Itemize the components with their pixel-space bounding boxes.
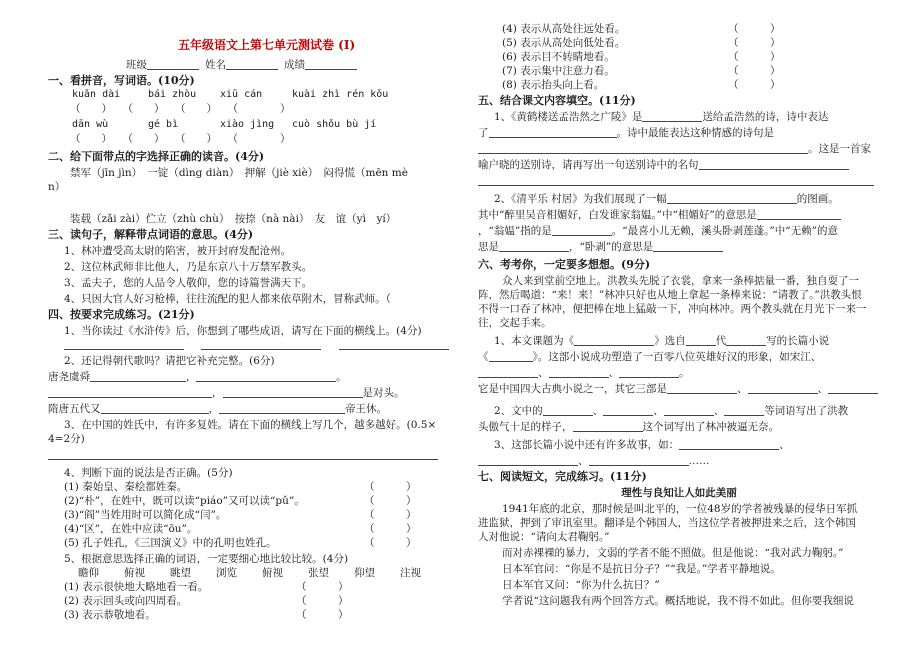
dynasty-line-3: 隋唐五代又 ， 帝王休。	[48, 403, 387, 415]
blank[interactable]	[642, 110, 702, 122]
passage-line: 阵，然后喝道：“来！来！”林冲只好也从地上拿起一条棒来说：“请教了。”洪教头恨	[478, 289, 862, 301]
passage-line: 进监狱，押到了审讯室里。翻译是个韩国人，当这位学者被押进来之后，这个韩国	[478, 517, 856, 529]
blank[interactable]	[574, 334, 654, 346]
meaning-item: (5) 表示从高处向低处看。 （ ）	[502, 37, 781, 49]
answer-paren[interactable]: （ ）	[728, 23, 781, 35]
passage-line: 日本军官又问：“你为什么抗日？”	[502, 579, 660, 591]
judge-paren[interactable]: （ ）	[364, 523, 417, 535]
fill-line: 3、这部长篇小说中还有许多故事，如： 、	[494, 439, 790, 451]
word: 张望	[308, 567, 329, 579]
question-3-cont: 4=2分)	[48, 433, 85, 445]
blank[interactable]	[828, 382, 878, 394]
blank[interactable]	[724, 404, 764, 416]
reading-line-3: 装载（zǎi zài）伫立（zhù chù） 按捺（nà nài） 友 谊（yì yí）	[70, 213, 397, 225]
word: 俯视	[262, 567, 283, 579]
word: 注视	[400, 567, 421, 579]
fill-line: 、 、 。	[478, 366, 690, 380]
blank[interactable]	[223, 386, 363, 398]
meaning-item: (8) 表示抬头向上看。 （ ）	[502, 79, 781, 91]
answer-paren[interactable]: （ ）	[728, 51, 781, 63]
sentence-item: 1、林冲遭受高太尉的陷害，被开封府发配沧州。	[64, 245, 292, 257]
judge-item: (5) 孔子姓孔，《三国演义》中的孔明也姓孔。 （ ）	[64, 537, 417, 549]
passage-line: 1941年底的北京，那时候是叫北平的，一位48岁的学者被残暴的侵华日军抓	[502, 503, 858, 515]
fill-line: 它是中国四大古典小说之一，其它三部是 、 、	[478, 382, 878, 396]
fill-line: 。这是一首家	[478, 142, 871, 156]
meaning-item: (1) 表示很快地大略地看一看。 （ ）	[64, 581, 349, 593]
class-field[interactable]	[147, 58, 199, 70]
judge-item: (4)“区”，在姓中应读“ōu”。 （ ）	[64, 523, 417, 535]
pinyin: xiào jìng	[220, 119, 275, 130]
answer-line[interactable]	[48, 446, 438, 460]
blank[interactable]	[667, 192, 797, 204]
fill-line: 思是 ，“卧剥”的意思是	[478, 240, 723, 254]
name-field[interactable]	[226, 58, 278, 70]
judge-item: (3)“阎”当姓用时可以简化成“闫”。 （ ）	[64, 509, 417, 521]
pinyin: cuò shǒu bù jí	[292, 119, 377, 130]
blank[interactable]	[686, 334, 716, 346]
reading-line-2: n）	[48, 181, 66, 193]
answer-blanks-1[interactable]: （ ） （ ） （ ） （ ）	[70, 103, 291, 115]
word: 仰望	[354, 567, 375, 579]
pinyin: xiū cán	[220, 89, 263, 100]
pinyin: gé bì	[148, 119, 179, 130]
dynasty-line-1: 唐尧虞舜 ， 。	[48, 371, 347, 383]
sentence-item: 3、孟夫子，您的人品令人敬仰，您的诗篇誉满天下。	[64, 277, 313, 289]
class-label: 班级	[126, 59, 147, 71]
pinyin: kuài zhì rén kǒu	[292, 89, 389, 100]
blank[interactable]	[589, 454, 689, 466]
fill-line: ，“翁媪”指的是 。“最喜小儿无赖，溪头卧剥莲蓬。”中“无赖”的意	[478, 225, 838, 237]
dynasty-line-2: ， 是对头。	[48, 386, 405, 400]
word: 瞻仰	[78, 567, 99, 579]
pinyin-row-2	[72, 118, 376, 132]
answer-lines[interactable]	[64, 336, 449, 350]
blank[interactable]	[748, 382, 818, 394]
meaning-item: (6) 表示目不转睛地看。 （ ）	[502, 51, 781, 63]
blank[interactable]	[699, 158, 849, 170]
judge-paren[interactable]: （ ）	[364, 495, 417, 507]
fill-line	[478, 174, 874, 186]
blank[interactable]	[219, 402, 345, 414]
reading-line-1: 禁军（jīn jìn） 一锭（dìng diàn） 押解（jiè xiè） 闷得慌（mēn mè	[70, 167, 408, 179]
passage-line: 人对他说：“请向太君鞠躬。”	[478, 531, 610, 543]
blank[interactable]	[549, 366, 609, 378]
section-1-heading: 一、看拼音，写词语。(10分)	[48, 74, 195, 87]
ellipsis: ……	[688, 455, 710, 467]
left-column	[48, 0, 446, 650]
blank[interactable]	[667, 382, 737, 394]
pinyin: dān wù	[72, 119, 109, 130]
answer-paren[interactable]: （ ）	[296, 581, 349, 593]
judge-paren[interactable]: （ ）	[364, 509, 417, 521]
blank[interactable]	[196, 370, 336, 382]
blank[interactable]	[48, 386, 212, 398]
question-3: 3、在中国的姓氏中，有许多复姓。请在下面的横线上写几个，越多越好。(0.5×	[64, 419, 437, 431]
passage-line: 往，交起手来。	[478, 317, 552, 329]
meaning-item: (2) 表示回头或向四周看。 （ ）	[64, 595, 349, 607]
sentence-item: 2、这位林武师非比他人，乃是东京八十万禁军教头。	[64, 261, 313, 273]
pinyin: kuǎn dài	[72, 89, 121, 100]
question-4: 4、判断下面的说法是否正确。(5分)	[64, 467, 233, 479]
pinyin-row-1	[72, 88, 388, 102]
fill-line: 2、文中的 、 、 、 等词语写出了洪教	[494, 405, 849, 417]
fill-line: 《 》。这部小说成功塑造了一百零八位英雄好汉的形象，如宋江、	[478, 351, 822, 363]
blank[interactable]	[101, 402, 209, 414]
score-field[interactable]	[305, 58, 357, 70]
question-2: 2、还记得朝代歌吗？请把它补充完整。(6分)	[64, 355, 275, 367]
blank[interactable]	[489, 350, 533, 362]
pinyin: bái zhòu	[148, 89, 197, 100]
fill-line: 2、《清平乐 村居》为我们展现了一幅 的图画。	[494, 193, 839, 205]
blank[interactable]	[619, 366, 679, 378]
blank[interactable]	[478, 454, 578, 466]
blank[interactable]	[499, 240, 569, 252]
blank[interactable]	[478, 366, 538, 378]
fill-line: 、 ……	[478, 454, 710, 468]
blank[interactable]	[664, 404, 714, 416]
answer-paren[interactable]: （ ）	[728, 37, 781, 49]
answer-paren[interactable]: （ ）	[296, 595, 349, 607]
blank[interactable]	[543, 404, 593, 416]
section-5-heading: 五、结合课文内容填空。(11分)	[478, 94, 636, 107]
blank[interactable]	[757, 208, 841, 220]
blank[interactable]	[726, 334, 766, 346]
meaning-item: (3) 表示恭敬地看。 （ ）	[64, 609, 349, 621]
meaning-item: (7) 表示集中注意力看。 （ ）	[502, 65, 781, 77]
blank[interactable]	[653, 240, 723, 252]
section-7-heading: 七、阅读短文，完成练习。(11分)	[478, 470, 647, 483]
word-choices	[78, 566, 421, 580]
word: 浏览	[216, 567, 237, 579]
blank[interactable]	[552, 224, 612, 236]
word: 俯视	[124, 567, 145, 579]
right-column	[478, 0, 880, 650]
judge-item: (1) 秦始皇、秦桧都姓秦。 （ ）	[64, 481, 417, 493]
dynasty-text: 唐尧虞舜	[48, 371, 90, 383]
blank[interactable]	[603, 404, 653, 416]
section-4-heading: 四、按要求完成练习。(21分)	[48, 308, 195, 321]
info-line	[126, 58, 357, 72]
blank[interactable]	[478, 142, 808, 154]
answer-paren[interactable]: （ ）	[728, 65, 781, 77]
section-3-heading: 三、读句子，解释带点词语的意思。(4分)	[48, 228, 254, 241]
judge-item: (2)“朴”，在姓中，既可以读“piáo”又可以读“pǔ”。 （ ）	[64, 495, 417, 507]
passage-line: 众人来到堂前空地上。洪教头先脱了衣裳，拿来一条棒掂量一番，独自耍了一	[502, 275, 859, 287]
fill-line: 喻户晓的送别诗，请再写出一句送别诗中的名句	[478, 158, 849, 172]
passage-title: 理性与良知让人如此美丽	[621, 487, 737, 499]
page-title: 五年级语文上第七单元测试卷 (I)	[178, 38, 356, 52]
sentence-item: 4、只因大官人好习枪棒，往往流配的犯人都来依草附木，冒称武师。（	[64, 293, 391, 305]
answer-blanks-2[interactable]: （ ） （ ） （ ） （ ）	[70, 133, 291, 145]
fill-line: 其中“醉里吴音相媚好，白发谁家翁媪。”中“相媚好”的意思是	[478, 208, 841, 222]
fill-line: 1、本文课题为《 》选自 代 写的长篇小说	[494, 335, 830, 347]
name-label: 姓名	[205, 59, 226, 71]
fill-line: 头傲气十足的样子， 这个词写出了林冲被逼无奈。	[478, 421, 779, 433]
judge-paren[interactable]: （ ）	[364, 537, 417, 549]
question-1: 1、当你读过《水浒传》后，你想到了哪些成语，请写在下面的横线上。(4分)	[64, 325, 422, 337]
passage-line: 不得一口吞了林冲，便把棒在地上猛敲一下，冲向林冲。两个教头就在月光下一来一	[478, 303, 867, 315]
judge-paren[interactable]: （ ）	[364, 481, 417, 493]
passage-line: 而对赤裸裸的暴力，文弱的学者不能不照做。但是他说：“我对武力鞠躬。”	[502, 547, 844, 559]
blank[interactable]	[679, 438, 779, 450]
fill-line: 1、《黄鹤楼送孟浩然之广陵》是 送给孟浩然的诗，诗中表达	[494, 111, 829, 123]
passage-line: 学者说“这问题我有两个回答方式。概括地说，我不得不如此。但你要我细说	[502, 595, 854, 607]
blank[interactable]	[478, 174, 874, 186]
blank[interactable]	[90, 370, 186, 382]
passage-line: 日本军官问：“你是不是抗日分子？”“我是。”学者平静地说。	[502, 563, 781, 575]
fill-line: 了 。诗中最能表达这种情感的诗句是	[478, 127, 774, 139]
section-2-heading: 二、给下面带点的字选择正确的读音。(4分)	[48, 150, 265, 163]
answer-paren[interactable]: （ ）	[728, 79, 781, 91]
meaning-item: (4) 表示从高处往远处看。 （ ）	[502, 23, 781, 35]
section-6-heading: 六、考考你，一定要多想想。(9分)	[478, 258, 651, 271]
question-5: 5、根据意思选择正确的词语，一定要细心地比较比较。(4分)	[64, 553, 349, 565]
blank[interactable]	[573, 420, 643, 432]
word: 眺望	[170, 567, 191, 579]
score-label: 成绩	[284, 59, 305, 71]
blank[interactable]	[489, 126, 617, 138]
answer-paren[interactable]: （ ）	[296, 609, 349, 621]
